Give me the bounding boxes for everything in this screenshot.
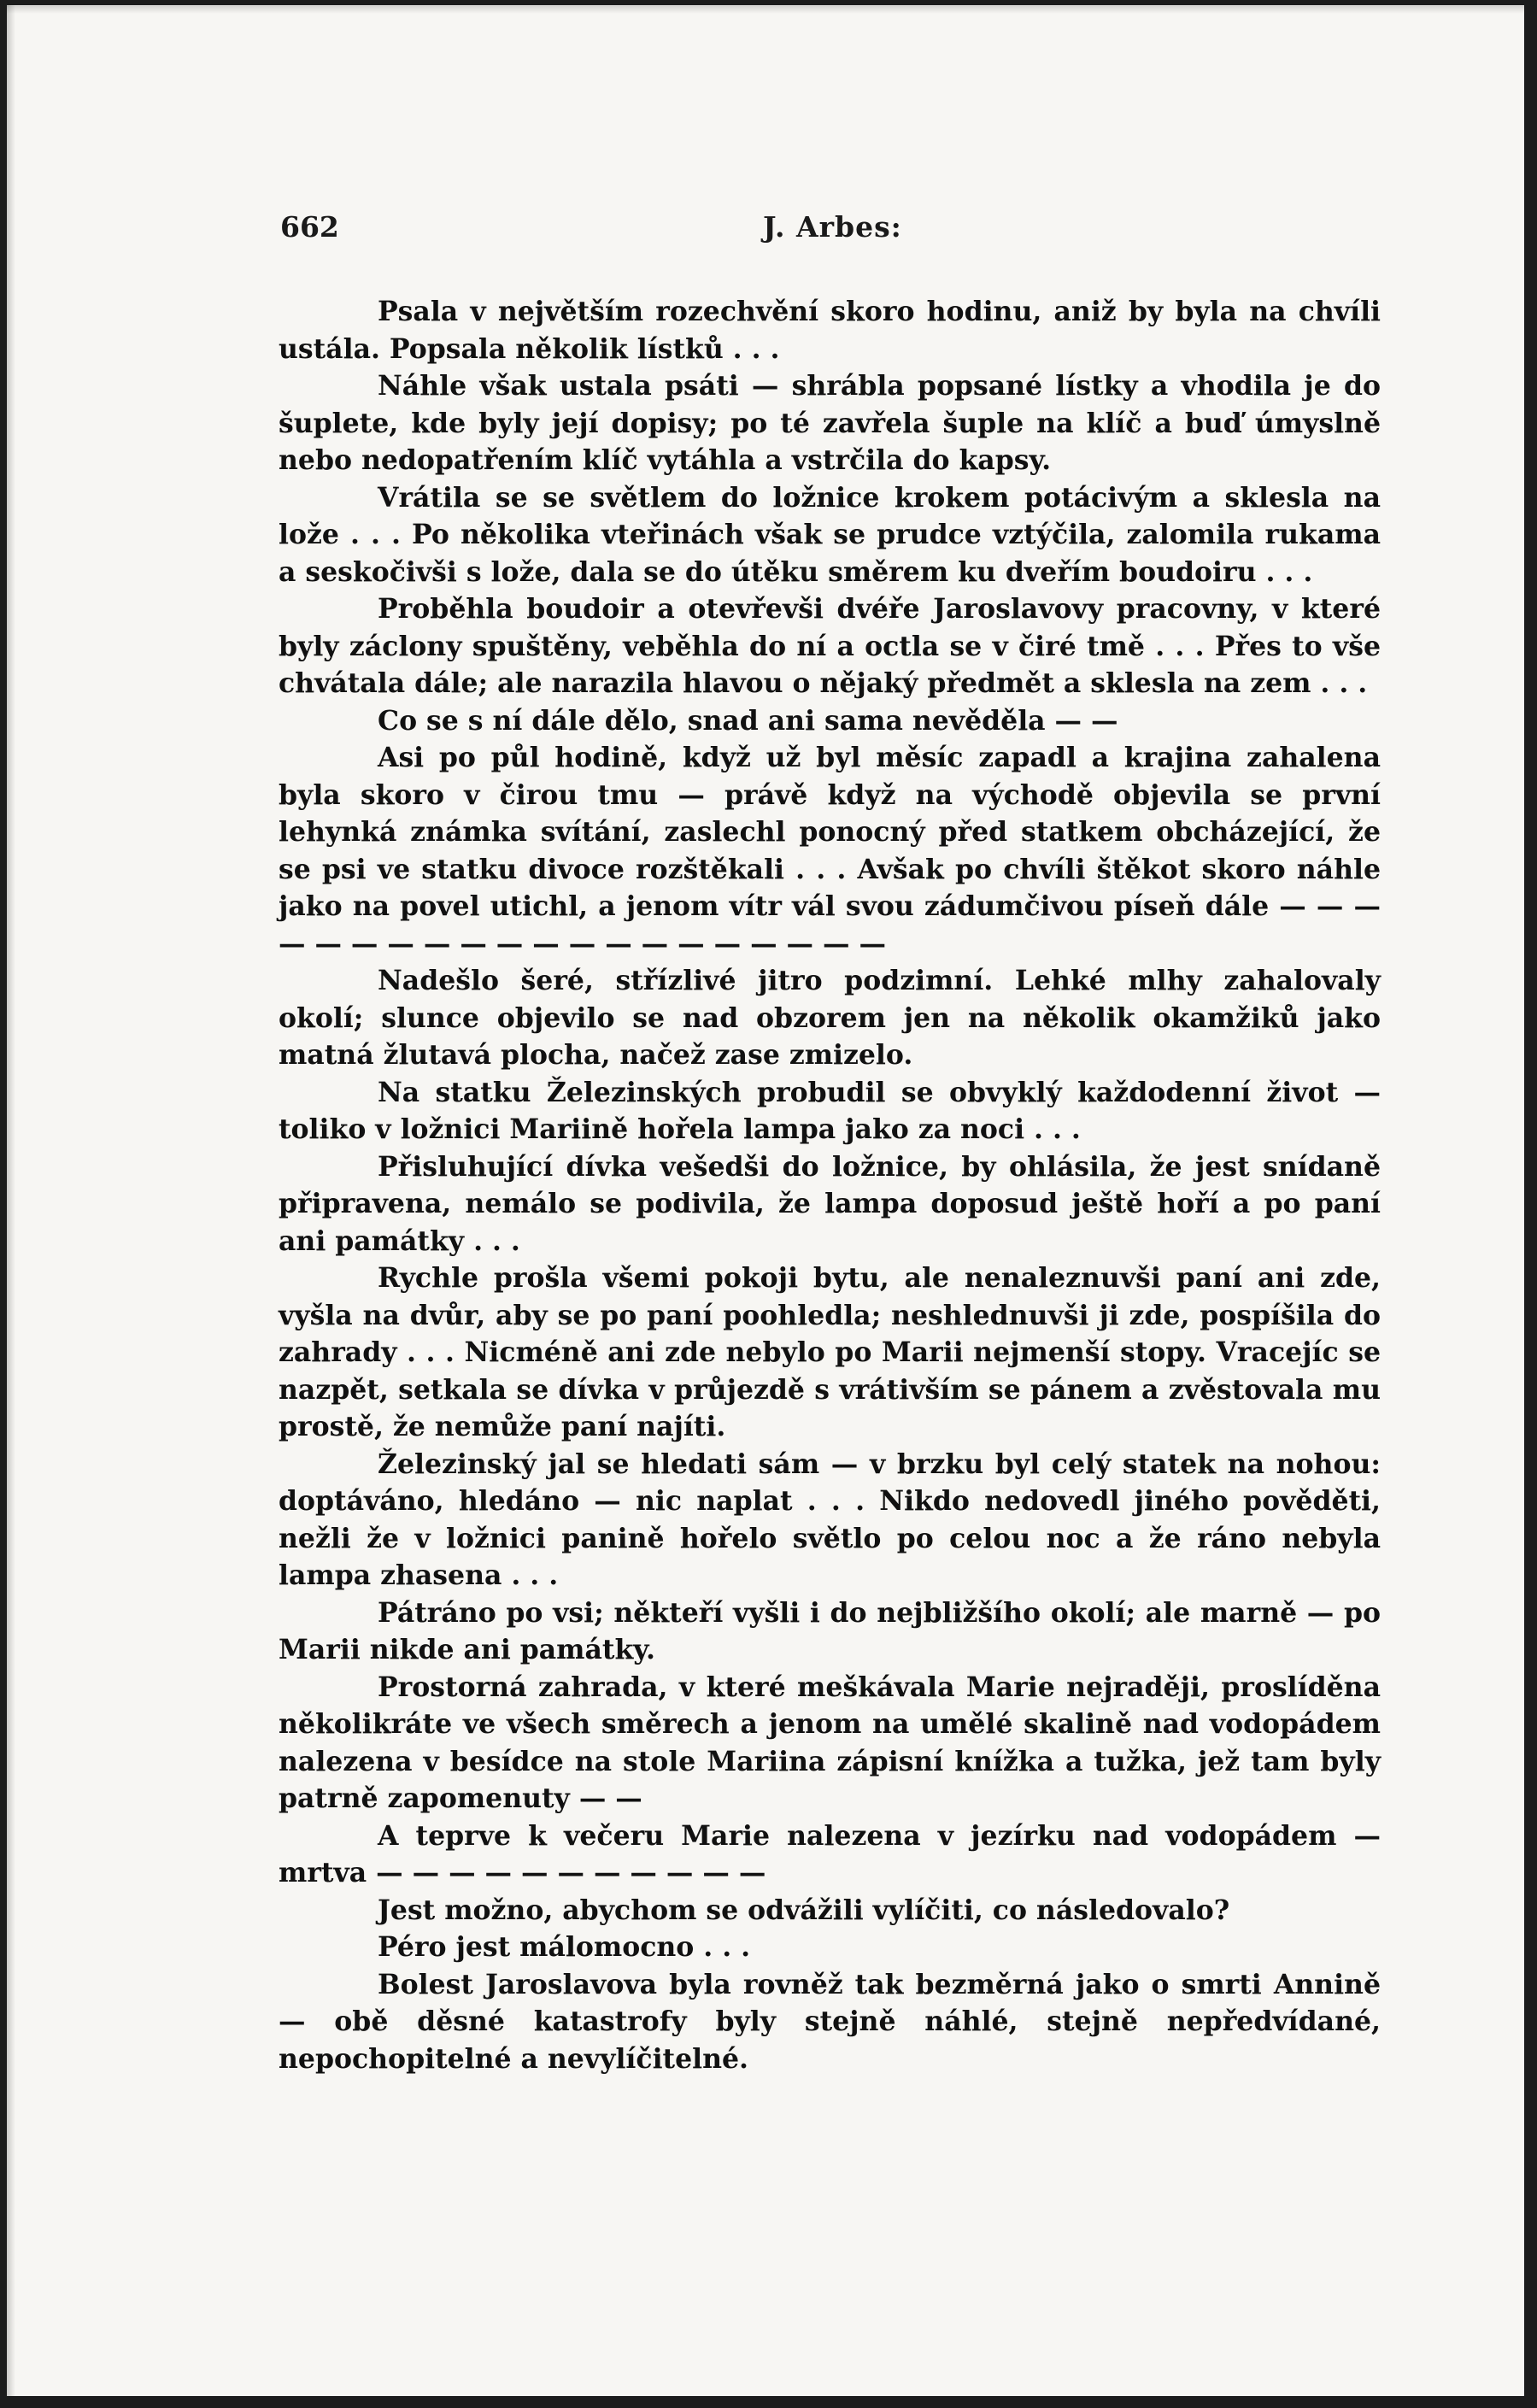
- paragraph: Asi po půl hodině, když už byl měsíc zapadl a krajina zahalena byla skoro v čirou tmu — právě když na východě objevila se první lehynká známka svítání, zaslechl ponocný před statkem obcházející, že se psi ve statku divoce rozštěkali . . . Avšak po chvíli štěkot skoro náhle jako na povel utichl, a jenom vítr vál svou zádumčivou píseň dále — — — — — — — — — — — — — — — — — — — —: [279, 742, 1381, 960]
- paragraph: Prostorná zahrada, v které meškávala Marie nejraději, proslíděna několikráte ve všech směrech a jenom na umělé skalině nad vodopádem nalezena v besídce na stole Mariina zápisní knížka a tužka, jež tam byly patrně zapomenuty — —: [279, 1671, 1381, 1814]
- page-edge-shadow: [7, 5, 15, 2396]
- paragraph: Náhle však ustala psáti — shrábla popsané lístky a vhodila je do šuplete, kde byly její dopisy; po té zavřela šuple na klíč a buď úmyslně nebo nedopatřením klíč vytáhla a vstrčila do kapsy.: [279, 370, 1381, 476]
- body-text: [279, 293, 1381, 2077]
- paragraph: Přisluhující dívka vešedši do ložnice, by ohlásila, že jest snídaně připravena, nemálo se podivila, že lampa doposud ještě hoří a po paní ani památky . . .: [279, 1150, 1381, 1257]
- paragraph: Psala v největším rozechvění skoro hodinu, aniž by byla na chvíli ustála. Popsala několik lístků . . .: [279, 296, 1381, 365]
- paragraph: Co se s ní dále dělo, snad ani sama nevěděla — —: [378, 704, 1118, 737]
- paragraph: Proběhla boudoir a otevřevši dvéře Jaroslavovy pracovny, v které byly záclony spuštěny, veběhla do ní a octla se v čiré tmě . . . Přes to vše chvátala dále; ale narazila hlavou o nějaký předmět a sklesla na zem . . .: [279, 593, 1381, 699]
- page-header: [280, 210, 1382, 253]
- running-head: J. Arbes:: [763, 210, 902, 244]
- paragraph: Na statku Železinských probudil se obvyklý každodenní život — toliko v ložnici Mariině hořela lampa jako za noci . . .: [279, 1076, 1381, 1145]
- paragraph: Péro jest málomocno . . .: [378, 1931, 751, 1963]
- book-page: [7, 5, 1524, 2396]
- paragraph: Nadešlo šeré, střízlivé jitro podzimní. Lehké mlhy zahalovaly okolí; slunce objevilo se nad obzorem jen na několik okamžiků jako matná žlutavá plocha, načež zase zmizelo.: [279, 965, 1381, 1071]
- paragraph: Bolest Jaroslavova byla rovněž tak bezměrná jako o smrti Annině — obě děsné katastrofy byly stejně náhlé, stejně nepředvídané, nepochopitelné a nevylíčitelné.: [279, 1968, 1381, 2075]
- page-top-shadow: [7, 5, 1524, 14]
- page-number: 662: [280, 210, 339, 244]
- paragraph: Železinský jal se hledati sám — v brzku byl celý statek na nohou: doptáváno, hledáno — nic naplat . . . Nikdo nedovedl jiného pověděti, nežli že v ložnici panině hořelo světlo po celou noc a že ráno nebyla lampa zhasena . . .: [279, 1448, 1381, 1591]
- paragraph: Jest možno, abychom se odvážili vylíčiti, co následovalo?: [378, 1894, 1230, 1926]
- paragraph: A teprve k večeru Marie nalezena v jezírku nad vodopádem — mrtva — — — — — — — — — — —: [279, 1819, 1381, 1888]
- paragraph: Vrátila se se světlem do ložnice krokem potácivým a sklesla na lože . . . Po několika vteřinách však se prudce vztýčila, zalomila rukama a seskočivši s lože, dala se do útěku směrem ku dveřím boudoiru . . .: [279, 481, 1381, 588]
- paragraph: Rychle prošla všemi pokoji bytu, ale nenaleznuvši paní ani zde, vyšla na dvůr, aby se po paní poohledla; neshlednuvši ji zde, pospíšila do zahrady . . . Nicméně ani zde nebylo po Marii nejmenší stopy. Vracejíc se nazpět, setkala se dívka v průjezdě s vrátivším se pánem a zvěstovala mu prostě, že nemůže paní najíti.: [279, 1262, 1381, 1442]
- paragraph: Pátráno po vsi; někteří vyšli i do nejbližšího okolí; ale marně — po Marii nikde ani památky.: [279, 1596, 1381, 1665]
